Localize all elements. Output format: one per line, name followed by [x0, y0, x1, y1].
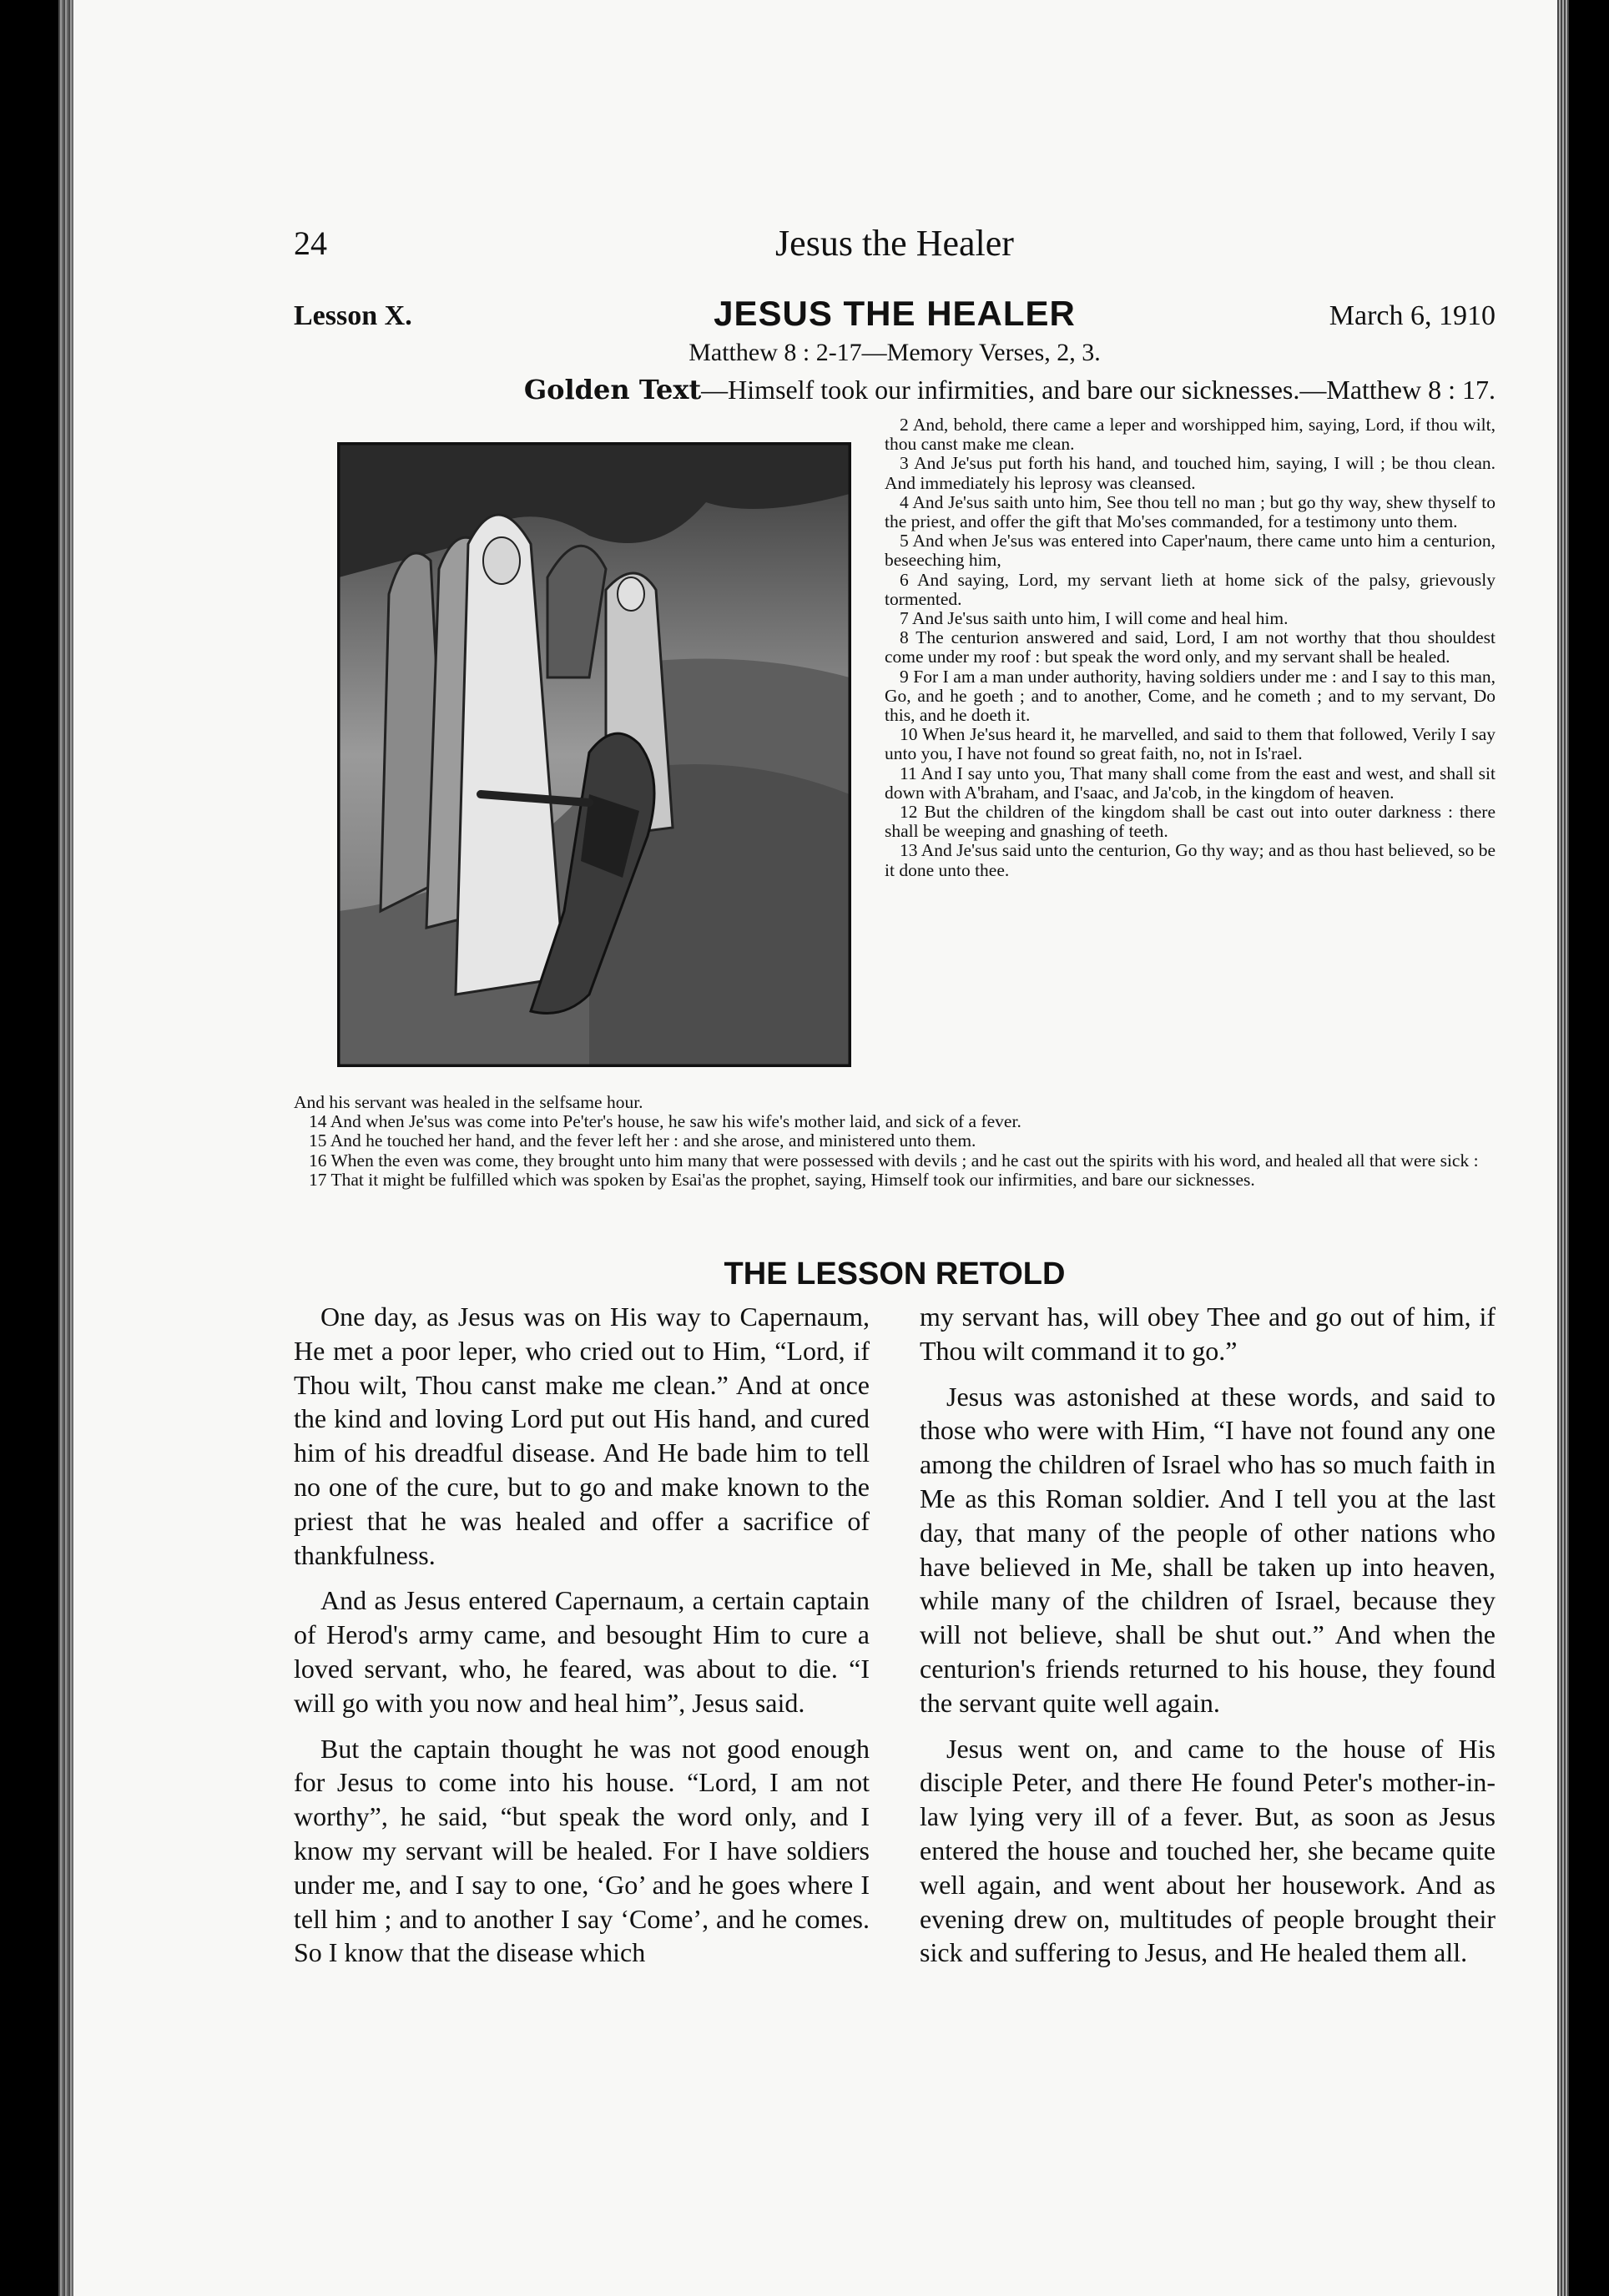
story-paragraph: Jesus went on, and came to the house of His disciple Peter, and there He found Peter's mother-in-law lying very ill of a fever. But, as soon as Jesus entered the house and touched her, she became quite well again, and went about her housework. And as evening drew on, multitudes of people brought their sick and suffering to Jesus, and He healed them all. — [920, 1733, 1496, 1968]
verse-14: 14 And when Je'sus was come into Pe'ter's house, he saw his wife's mother laid, and sick of a fever. — [309, 1111, 1021, 1132]
lesson-heading — [294, 294, 1496, 340]
jesus-healing-centurion-engraving — [337, 442, 851, 1067]
verse-13-continued: And his servant was healed in the selfsame hour. — [294, 1092, 643, 1112]
story-paragraph: One day, as Jesus was on His way to Capernaum, He met a poor leper, who cried out to Him, “Lord, if Thou wilt, Thou canst make me clean.” And at once the kind and loving Lord put out His hand, and cured him of his dreadful disease. And He bade him to tell no one of the cure, but to go and make known to the priest that he was healed and offer a sacrifice of thankfulness. — [294, 1302, 870, 1570]
verse-3: 3 And Je'sus put forth his hand, and touched him, saying, I will ; be thou clean. And immediately his leprosy was cleansed. — [885, 453, 1496, 493]
page-content — [294, 217, 1496, 1981]
story-right-column — [920, 1300, 1496, 1981]
story-left-column — [294, 1300, 870, 1981]
scripture-section — [294, 415, 1496, 1250]
story-paragraph-continued: my servant has, will obey Thee and go out of him, if Thou wilt command it to go.” — [920, 1302, 1496, 1366]
verse-13: 13 And Je'sus said unto the centurion, Go thy way; and as thou hast believed, so be it done unto thee. — [885, 840, 1496, 880]
lesson-retold-heading: THE LESSON RETOLD — [724, 1256, 1066, 1292]
lesson-date: March 6, 1910 — [1329, 300, 1496, 331]
verse-9: 9 For I am a man under authority, having soldiers under me : and I say to this man, Go, and he goeth ; and to another, Come, and he cometh ; and to my servant, Do this, and he doeth it. — [885, 666, 1496, 726]
lesson-retold-body — [294, 1300, 1496, 1981]
verses-full-width — [294, 1093, 1496, 1190]
page-stack-edge-left — [58, 0, 73, 2296]
verse-16: 16 When the even was come, they brought unto him many that were possessed with devils ; and he cast out the spirits with his word, and healed all that were sick : — [309, 1150, 1479, 1171]
illustration-svg — [339, 444, 850, 1065]
verse-15: 15 And he touched her hand, and the fever left her : and she arose, and ministered unto them. — [309, 1130, 976, 1151]
verse-10: 10 When Je'sus heard it, he marvelled, and said to them that followed, Verily I say unto you, I have not found so great faith, no, not in Is'rael. — [885, 724, 1496, 764]
story-paragraph: And as Jesus entered Capernaum, a certain captain of Herod's army came, and besought Him to cure a loved servant, who, he feared, was about to die. “I will go with you now and heal him”, Jesus said. — [294, 1585, 870, 1718]
verse-12: 12 But the children of the kingdom shall be cast out into outer darkness : there shall be weeping and gnashing of teeth. — [885, 802, 1496, 842]
verse-8: 8 The centurion answered and said, Lord, I am not worthy that thou shouldest come under my roof : but speak the word only, and my servant shall be healed. — [885, 627, 1496, 667]
verse-4: 4 And Je'sus saith unto him, See thou tell no man ; but go thy way, shew thyself to the priest, and offer the gift that Mo'ses commanded, for a testimony unto them. — [885, 491, 1496, 532]
verse-17: 17 That it might be fulfilled which was spoken by Esai'as the prophet, saying, Himself took our infirmities, and bare our sicknesses. — [309, 1169, 1255, 1190]
story-paragraph: But the captain thought he was not good enough for Jesus to come into his house. “Lord, I am not worthy”, he said, “but speak the word only, and I know my servant will be healed. For I have soldiers under me, and I say to one, ‘Go’ and he goes where I tell him ; and to another I say ‘Come’, and he comes. So I know that the disease which — [294, 1733, 870, 1968]
lesson-title: JESUS THE HEALER — [714, 294, 1076, 333]
golden-text-body: —Himself took our infirmities, and bare our sicknesses.—Matthew 8 : 17. — [701, 375, 1496, 405]
verses-right-column — [885, 415, 1496, 880]
golden-text-label: Golden Text — [523, 374, 702, 405]
golden-text — [294, 374, 1496, 415]
running-title: Jesus the Healer — [775, 223, 1014, 264]
scripture-reference: Matthew 8 : 2-17—Memory Verses, 2, 3. — [688, 339, 1101, 366]
page-number: 24 — [294, 224, 327, 262]
verse-11: 11 And I say unto you, That many shall come from the east and west, and shall sit down with A'braham, and I'saac, and Ja'cob, in the kingdom of heaven. — [885, 763, 1496, 803]
page-stack-edge-right — [1557, 0, 1569, 2296]
story-paragraph: Jesus was astonished at these words, and said to those who were with Him, “I have not found any one among the children of Israel who has so much faith in Me as this Roman soldier. And I tell you at the last day, that many of the people of other nations who have believed in Me, shall be taken up into heaven, while many of the children of Israel, because they will not believe, shall be shut out.” And when the centurion's friends returned to his house, they found the servant quite well again. — [920, 1381, 1496, 1718]
verse-7: 7 And Je'sus saith unto him, I will come and heal him. — [900, 608, 1289, 629]
book-page — [58, 0, 1569, 2296]
verse-6: 6 And saying, Lord, my servant lieth at home sick of the palsy, grievously tormented. — [885, 569, 1496, 609]
verse-2: 2 And, behold, there came a leper and worshipped him, saying, Lord, if thou wilt, thou canst make me clean. — [885, 415, 1496, 455]
verse-5: 5 And when Je'sus was entered into Caper'naum, there came unto him a centurion, beseeching him, — [885, 531, 1496, 571]
lesson-number: Lesson X. — [294, 300, 412, 331]
running-header — [294, 217, 1496, 275]
